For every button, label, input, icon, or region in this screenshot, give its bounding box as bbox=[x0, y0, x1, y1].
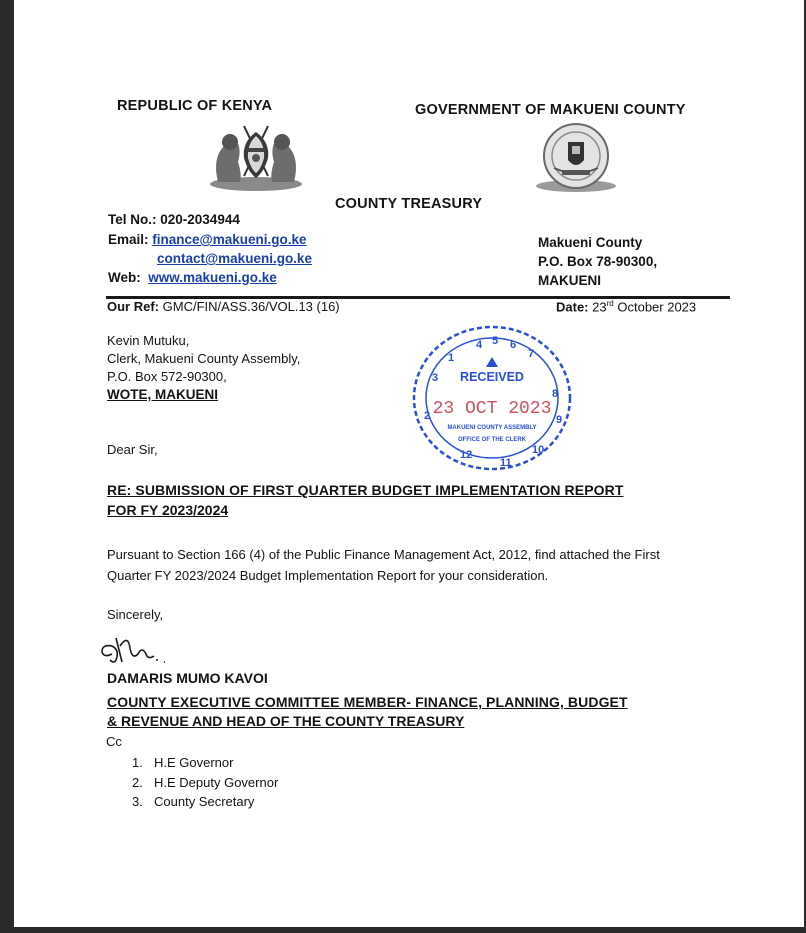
stamp-arrow-icon bbox=[486, 357, 498, 367]
address-line-1: Makueni County bbox=[538, 235, 643, 250]
stamp-date: 23 OCT 2023 bbox=[432, 399, 552, 419]
address-line-3: MAKUENI bbox=[538, 273, 601, 288]
recipient-name: Kevin Mutuku, bbox=[107, 333, 190, 348]
county-treasury-title: COUNTY TREASURY bbox=[335, 196, 483, 212]
cc-item: 3. County Secretary bbox=[132, 794, 255, 809]
address-line-2: P.O. Box 78-90300, bbox=[538, 254, 658, 269]
stamp-number-4: 7 bbox=[528, 348, 535, 360]
subject-line-1: RE: SUBMISSION OF FIRST QUARTER BUDGET IMPLEMENTATION REPORT bbox=[107, 482, 624, 498]
website-link[interactable]: www.makueni.go.ke bbox=[148, 270, 277, 285]
signatory-title-line-1: COUNTY EXECUTIVE COMMITTEE MEMBER- FINANCE, PLANNING, BUDGET bbox=[107, 694, 628, 710]
stamp-number-10: 2 bbox=[424, 410, 431, 422]
makueni-county-seal-icon bbox=[532, 120, 620, 194]
stamp-number-2: 5 bbox=[492, 335, 499, 347]
recipient-address: P.O. Box 572-90300, bbox=[107, 369, 227, 384]
recipient-town: WOTE, MAKUENI bbox=[107, 387, 218, 402]
stamp-number-9: 12 bbox=[460, 449, 473, 461]
stamp-number-7: 10 bbox=[532, 444, 545, 456]
telephone-number: 020-2034944 bbox=[160, 212, 240, 227]
republic-title: REPUBLIC OF KENYA bbox=[117, 98, 273, 114]
subject-line-2: FOR FY 2023/2024 bbox=[107, 502, 229, 518]
cc-label: Cc bbox=[106, 734, 122, 749]
cc-item: 2. H.E Deputy Governor bbox=[132, 775, 279, 790]
finance-email-link[interactable]: finance@makueni.go.ke bbox=[152, 232, 307, 247]
date-line: Date: 23rd October 2023 bbox=[556, 299, 697, 315]
stamp-organization: MAKUENI COUNTY ASSEMBLY bbox=[447, 425, 537, 431]
stamp-number-11: 3 bbox=[432, 372, 439, 384]
stamp-number-3: 6 bbox=[510, 339, 517, 351]
stamp-received-label: RECEIVED bbox=[460, 370, 524, 384]
email-line: Email: finance@makueni.go.ke bbox=[108, 232, 307, 247]
stamp-number-8: 11 bbox=[500, 457, 512, 469]
contact-email-line bbox=[157, 251, 312, 266]
reference-line: Our Ref: GMC/FIN/ASS.36/VOL.13 (16) bbox=[107, 299, 340, 314]
signatory-name: DAMARIS MUMO KAVOI bbox=[107, 670, 268, 686]
signatory-title-line-2: & REVENUE AND HEAD OF THE COUNTY TREASURY bbox=[107, 713, 465, 729]
stamp-office: OFFICE OF THE CLERK bbox=[458, 437, 526, 443]
salutation: Dear Sir, bbox=[107, 442, 158, 457]
recipient-title: Clerk, Makueni County Assembly, bbox=[107, 351, 301, 366]
body-line-1: Pursuant to Section 166 (4) of the Public Finance Management Act, 2012, find attached the First bbox=[107, 547, 660, 562]
county-government-title: GOVERNMENT OF MAKUENI COUNTY bbox=[415, 102, 686, 118]
letter-page bbox=[14, 0, 804, 927]
closing: Sincerely, bbox=[107, 607, 164, 622]
cc-item: 1. H.E Governor bbox=[132, 755, 234, 770]
stamp-number-6: 9 bbox=[556, 414, 563, 426]
received-stamp bbox=[410, 323, 574, 473]
signature-icon bbox=[98, 624, 178, 668]
stamp-number-12: 1 bbox=[448, 352, 455, 364]
reference-number: GMC/FIN/ASS.36/VOL.13 (16) bbox=[162, 299, 340, 314]
contact-email-link[interactable]: contact@makueni.go.ke bbox=[157, 251, 312, 266]
body-line-2: Quarter FY 2023/2024 Budget Implementation Report for your consideration. bbox=[107, 568, 549, 583]
telephone-line: Tel No.: 020-2034944 bbox=[108, 212, 240, 227]
stamp-number-5: 8 bbox=[552, 388, 559, 400]
kenya-coat-of-arms-icon bbox=[202, 118, 310, 194]
web-line: Web: www.makueni.go.ke bbox=[108, 270, 277, 285]
stamp-number-1: 4 bbox=[476, 339, 483, 351]
